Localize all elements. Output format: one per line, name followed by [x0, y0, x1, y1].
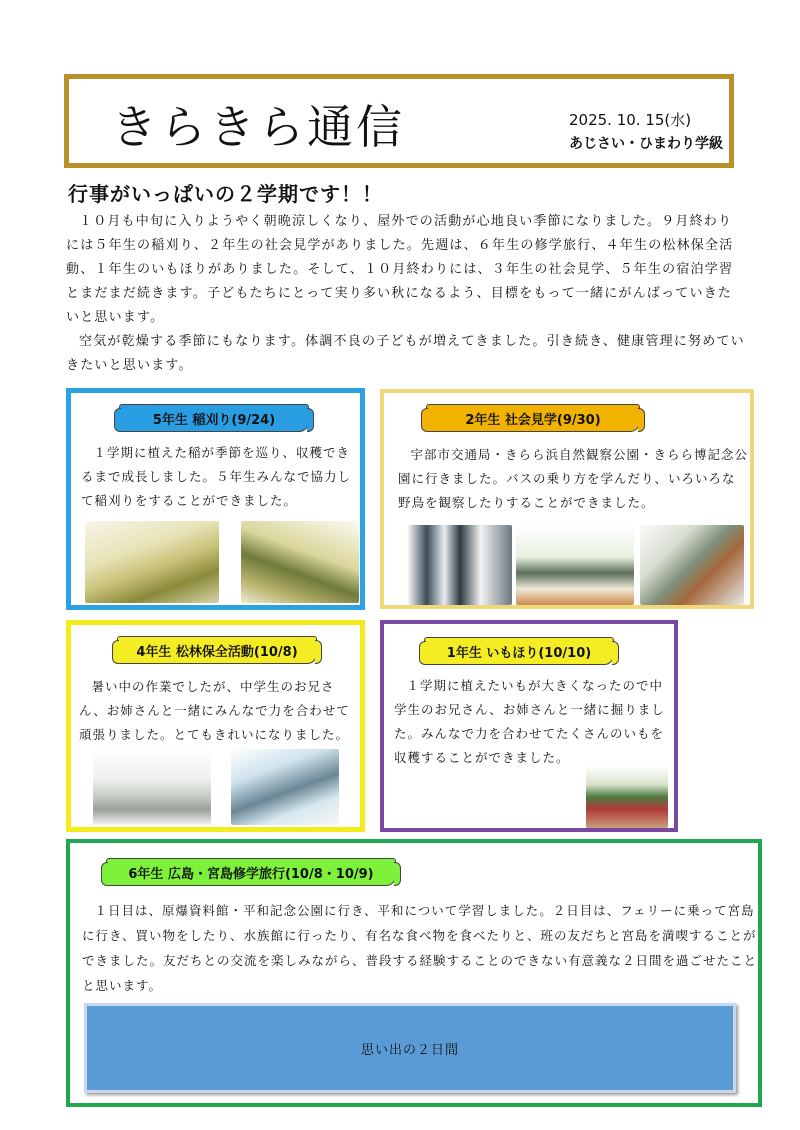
bird-watching-photo — [640, 525, 744, 605]
newsletter-title: きらきら通信 — [111, 100, 405, 154]
section-title-banner: 5年生 稲刈り(9/24) — [119, 404, 309, 432]
rice-harvest-photo-2 — [241, 521, 359, 603]
class-name: あじさい・ひまわり学級 — [569, 136, 723, 152]
rice-harvest-photo-1 — [85, 521, 219, 603]
bus-photo — [408, 525, 512, 605]
section-text: 宇部市交通局・きらら浜自然観察公園・きらら博記念公園に行きました。バスの乗り方を学んだり、いろいろな野鳥を観察したりすることができました。 — [398, 447, 749, 510]
memory-label: 思い出の２日間 — [360, 1042, 459, 1058]
potato-digging-photo — [586, 766, 668, 828]
section-text: １学期に植えたいもが大きくなったので中学生のお兄さん、お姉さんと一緒に掘りました。みんなで力を合わせてたくさんのいもを収穫することができました。 — [394, 678, 665, 765]
section-grade2 — [380, 389, 754, 609]
newsletter-header — [64, 74, 734, 168]
intro-paragraph-1: １０月も中旬に入りようやく朝晩涼しくなり、屋外での活動が心地良い季節になりました。９月終わりには５年生の稲刈り、２年生の社会見学がありました。先週は、６年生の修学旅行、４年生の松林保全活動、１年生のいもほりがありました。そして、１０月終わりには、３年生の社会見学、５年生の宿泊学習とまだまだ続きます。子どもたちにとって実り多い秋になるよう、目標をもって一緒にがんばっていきたいと思います。 — [66, 214, 734, 325]
park-photo — [516, 525, 634, 605]
section-grade5 — [66, 388, 365, 610]
section-grade4 — [66, 620, 365, 832]
section-title-banner: 6年生 広島・宮島修学旅行(10/8・10/9) — [106, 858, 396, 886]
section-text: １日目は、原爆資料館・平和記念公園に行き、平和について学習しました。２日目は、フェリーに乗って宮島に行き、買い物をしたり、水族館に行ったり、有名な食べ物を食べたりと、班の友だちと宮島を満喫することができました。友だちとの交流を楽しみながら、普段する経験することのできない有意義な２日間を過ごせたことと思います。 — [82, 903, 758, 993]
section-title-banner: 4年生 松林保全活動(10/8) — [117, 636, 317, 664]
section-grade6 — [66, 839, 762, 1107]
section-text: １学期に植えた稲が季節を巡り、収穫できるまで成長しました。５年生みんなで協力して稲刈りをすることができました。 — [81, 445, 352, 508]
issue-date: 2025. 10. 15(水) — [569, 111, 692, 129]
section-grade1 — [380, 620, 678, 832]
section-text: 暑い中の作業でしたが、中学生のお兄さん、お姉さんと一緒にみんなで力を合わせて頑張りました。とてもきれいになりました。 — [79, 679, 350, 742]
intro-text — [66, 210, 746, 378]
memory-photo-placeholder — [84, 1003, 736, 1093]
section-title-banner: 1年生 いもほり(10/10) — [424, 637, 614, 665]
headline: 行事がいっぱいの２学期です！！ — [68, 182, 383, 206]
pine-forest-photo-1 — [93, 749, 211, 825]
pine-forest-photo-2 — [231, 749, 339, 825]
section-title-banner: 2年生 社会見学(9/30) — [426, 404, 640, 432]
intro-paragraph-2: 空気が乾燥する季節にもなります。体調不良の子どもが増えてきました。引き続き、健康管理に努めていきたいと思います。 — [66, 334, 745, 373]
